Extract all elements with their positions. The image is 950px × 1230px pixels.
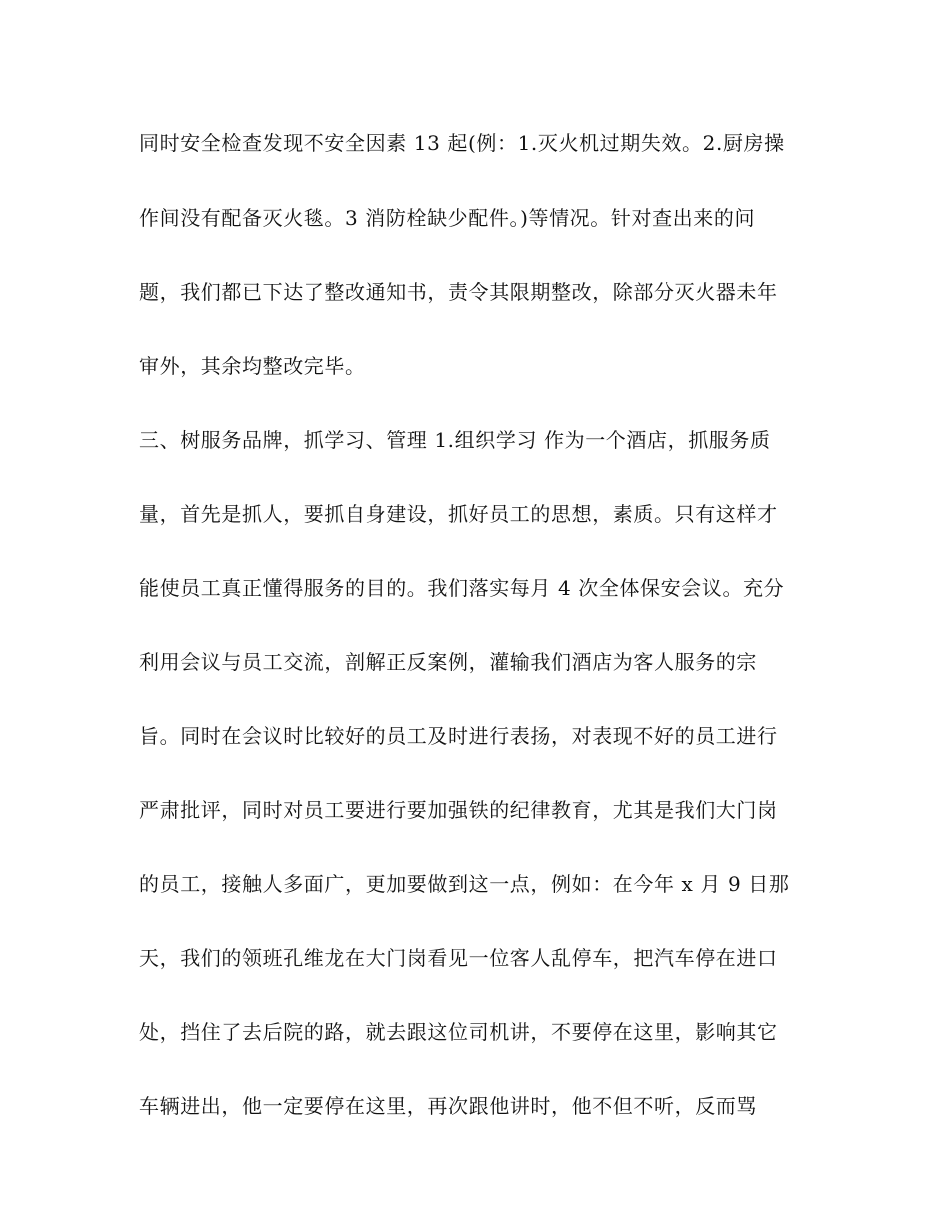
text-line: 严肃批评，同时对员工要进行要加强铁的纪律教育，尤其是我们大门岗 bbox=[139, 798, 778, 822]
text-line: 作间没有配备灭火毯。3 消防栓缺少配件。)等情况。针对查出来的问 bbox=[139, 206, 756, 230]
text-line: 利用会议与员工交流，剖解正反案例，灌输我们酒店为客人服务的宗 bbox=[139, 650, 757, 674]
text-line: 天，我们的领班孔维龙在大门岗看见一位客人乱停车，把汽车停在进口 bbox=[139, 946, 778, 970]
text-line: 题，我们都已下达了整改通知书，责令其限期整改，除部分灭火器未年 bbox=[139, 280, 778, 304]
text-line: 车辆进出，他一定要停在这里，再次跟他讲时，他不但不听，反而骂 bbox=[139, 1094, 757, 1118]
text-line: 三、树服务品牌，抓学习、管理 1.组织学习 作为一个酒店，抓服务质 bbox=[139, 428, 771, 452]
text-line: 能使员工真正懂得服务的目的。我们落实每月 4 次全体保安会议。充分 bbox=[139, 576, 785, 600]
text-line: 审外，其余均整改完毕。 bbox=[139, 354, 366, 378]
text-line: 的员工，接触人多面广，更加要做到这一点，例如：在今年 x 月 9 日那 bbox=[139, 872, 790, 896]
text-line: 量，首先是抓人，要抓自身建设，抓好员工的思想，素质。只有这样才 bbox=[139, 502, 778, 526]
text-line: 同时安全检查发现不安全因素 13 起(例：1.灭火机过期失效。2.厨房操 bbox=[139, 131, 785, 155]
text-line: 处，挡住了去后院的路，就去跟这位司机讲，不要停在这里，影响其它 bbox=[139, 1020, 778, 1044]
text-line: 旨。同时在会议时比较好的员工及时进行表扬，对表现不好的员工进行 bbox=[139, 724, 778, 748]
